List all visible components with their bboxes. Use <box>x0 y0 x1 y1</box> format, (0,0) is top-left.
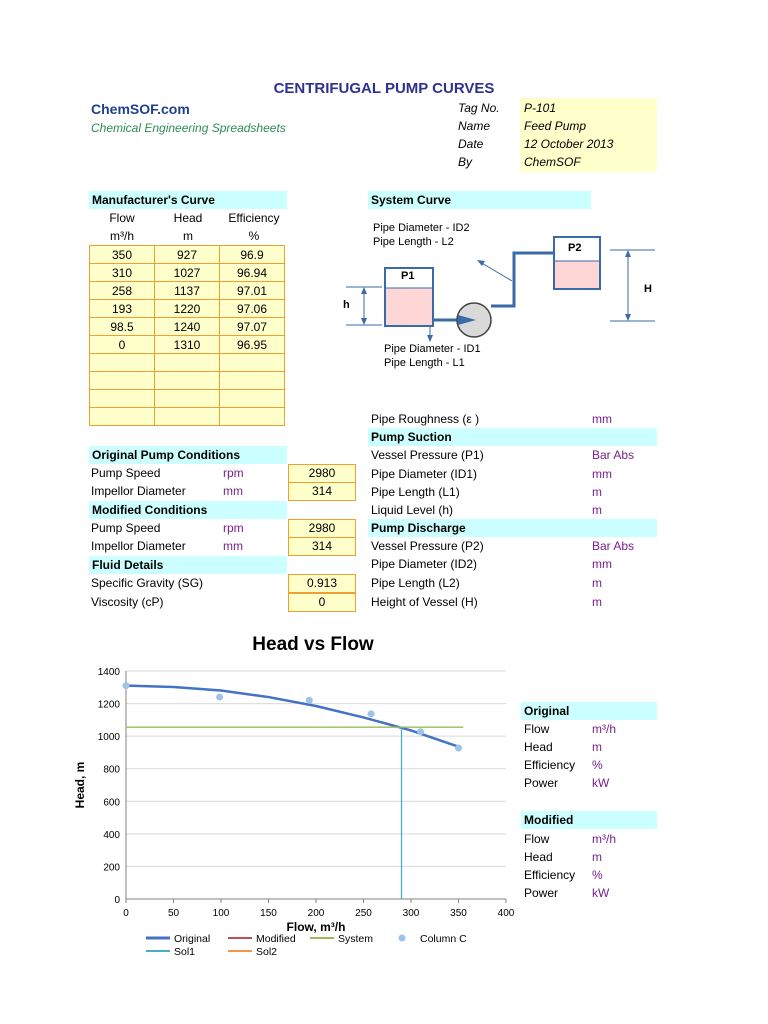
table-cell[interactable] <box>220 408 285 426</box>
page-title: CENTRIFUGAL PUMP CURVES <box>273 80 495 97</box>
table-cell[interactable] <box>220 354 285 372</box>
mod-impellor-input[interactable]: 314 <box>288 537 356 556</box>
orig-speed-input[interactable]: 2980 <box>288 464 356 483</box>
x-tick-label: 350 <box>450 908 467 919</box>
table-cell[interactable]: 1027 <box>155 264 220 282</box>
col-flow-name: Flow <box>109 211 135 225</box>
roughness-label: Pipe Roughness (ε ) <box>371 412 480 426</box>
res-mod-eff-label: Efficiency <box>524 868 576 882</box>
suction-id1-label: Pipe Diameter (ID1) <box>371 467 478 481</box>
sg-label: Specific Gravity (SG) <box>91 576 204 590</box>
discharge-H-unit: m <box>592 595 602 609</box>
table-row <box>90 282 285 300</box>
table-row <box>90 354 285 372</box>
suction-h-unit: m <box>592 503 602 517</box>
y-axis-label: Head, m <box>73 761 87 809</box>
table-cell[interactable]: 97.01 <box>220 282 285 300</box>
discharge-l2-label: Pipe Length (L2) <box>371 576 460 590</box>
legend-label: Sol1 <box>174 946 196 958</box>
discharge-id2-unit: mm <box>592 557 612 571</box>
x-tick-label: 250 <box>355 908 372 919</box>
brand-name: ChemSOF.com <box>91 101 190 117</box>
meta-value-name[interactable]: Feed Pump <box>524 119 587 133</box>
discharge-l2-unit: m <box>592 576 602 590</box>
x-tick-label: 0 <box>123 908 129 919</box>
x-tick-label: 200 <box>307 908 325 919</box>
suction-p1-unit: Bar Abs <box>592 448 635 462</box>
meta-value-date[interactable]: 12 October 2013 <box>524 137 614 151</box>
res-orig-flow-unit: m³/h <box>592 722 616 736</box>
manufacturer-curve-heading: Manufacturer's Curve <box>89 191 287 209</box>
res-mod-head-label: Head <box>524 850 553 864</box>
legend-marker <box>399 935 406 942</box>
x-tick-label: 300 <box>402 908 420 919</box>
system-curve-heading: System Curve <box>368 191 591 209</box>
table-cell[interactable]: 350 <box>90 246 155 264</box>
diagram-pipe-bot-1: Pipe Diameter - ID1 <box>384 343 481 355</box>
mod-speed-unit: rpm <box>223 521 244 535</box>
table-cell[interactable] <box>155 372 220 390</box>
x-tick-label: 50 <box>167 908 180 919</box>
table-cell[interactable]: 1220 <box>155 300 220 318</box>
meta-label-date: Date <box>458 137 484 151</box>
table-row <box>90 246 285 264</box>
mod-impellor-unit: mm <box>223 539 243 553</box>
pump-discharge-heading: Pump Discharge <box>368 519 657 537</box>
table-row <box>90 390 285 408</box>
res-mod-eff-unit: % <box>592 868 603 882</box>
legend-label: Column C <box>420 933 467 945</box>
table-cell[interactable]: 258 <box>90 282 155 300</box>
diagram-pipe-bot-2: Pipe Length - L1 <box>384 357 465 369</box>
table-cell[interactable]: 98.5 <box>90 318 155 336</box>
x-tick-label: 400 <box>497 908 515 919</box>
orig-impellor-label: Impellor Diameter <box>91 484 186 498</box>
table-cell[interactable] <box>155 408 220 426</box>
col-efficiency-unit: % <box>248 229 260 243</box>
table-cell[interactable] <box>155 354 220 372</box>
res-orig-power-unit: kW <box>592 776 610 790</box>
y-tick-label: 1400 <box>97 667 120 678</box>
scatter-point <box>216 694 223 701</box>
table-cell[interactable]: 96.94 <box>220 264 285 282</box>
legend-label: System <box>338 933 374 945</box>
table-cell[interactable]: 927 <box>155 246 220 264</box>
head-flow-chart <box>70 660 520 960</box>
table-cell[interactable]: 96.95 <box>220 336 285 354</box>
orig-speed-label: Pump Speed <box>91 466 161 480</box>
table-cell[interactable] <box>155 390 220 408</box>
col-flow-unit: m³/h <box>110 229 134 243</box>
table-cell[interactable] <box>220 372 285 390</box>
x-tick-label: 150 <box>260 908 277 919</box>
meta-value-by[interactable]: ChemSOF <box>524 155 581 169</box>
y-tick-label: 1200 <box>97 699 120 711</box>
table-cell[interactable] <box>90 408 155 426</box>
fluid-details-heading: Fluid Details <box>89 556 287 574</box>
label-H: H <box>644 283 652 295</box>
res-orig-eff-label: Efficiency <box>524 758 576 772</box>
brand-subtitle: Chemical Engineering Spreadsheets <box>91 121 286 135</box>
table-row <box>90 336 285 354</box>
table-cell[interactable]: 193 <box>90 300 155 318</box>
orig-impellor-input[interactable]: 314 <box>288 482 356 501</box>
viscosity-label: Viscosity (cP) <box>91 595 164 609</box>
discharge-p2-label: Vessel Pressure (P2) <box>371 539 484 553</box>
series-line-original <box>126 686 459 747</box>
meta-label-tag: Tag No. <box>458 101 500 115</box>
table-cell[interactable]: 310 <box>90 264 155 282</box>
system-diagram <box>330 215 670 375</box>
y-tick-label: 800 <box>103 764 120 776</box>
discharge-id2-label: Pipe Diameter (ID2) <box>371 557 478 571</box>
modified-conditions-heading: Modified Conditions <box>89 501 287 519</box>
table-cell[interactable]: 0 <box>90 336 155 354</box>
mod-speed-label: Pump Speed <box>91 521 161 535</box>
res-orig-power-label: Power <box>524 776 559 790</box>
x-tick-label: 100 <box>212 908 230 919</box>
roughness-unit: mm <box>592 412 612 426</box>
original-conditions-heading: Original Pump Conditions <box>89 446 287 464</box>
viscosity-input[interactable]: 0 <box>288 593 356 612</box>
results-modified-heading: Modified <box>521 811 657 829</box>
vessel-p1-liquid <box>386 288 432 325</box>
label-p2: P2 <box>568 242 582 254</box>
res-orig-head-label: Head <box>524 740 553 754</box>
table-cell[interactable]: 1240 <box>155 318 220 336</box>
table-cell[interactable]: 1310 <box>155 336 220 354</box>
chart-title: Head vs Flow <box>252 634 374 655</box>
meta-label-name: Name <box>458 119 491 133</box>
res-orig-head-unit: m <box>592 740 602 754</box>
suction-l1-unit: m <box>592 485 602 499</box>
suction-p1-label: Vessel Pressure (P1) <box>371 448 484 462</box>
col-head-name: Head <box>173 211 203 225</box>
table-cell[interactable]: 97.06 <box>220 300 285 318</box>
discharge-p2-unit: Bar Abs <box>592 539 635 553</box>
sg-input[interactable]: 0.913 <box>288 574 356 593</box>
table-row <box>90 318 285 336</box>
discharge-H-label: Height of Vessel (H) <box>371 595 478 609</box>
y-tick-label: 600 <box>103 797 120 809</box>
legend-label: Original <box>174 933 211 945</box>
col-efficiency-name: Efficiency <box>228 211 280 225</box>
x-axis-label: Flow, m³/h <box>286 920 346 934</box>
mod-impellor-label: Impellor Diameter <box>91 539 186 553</box>
table-cell[interactable] <box>90 372 155 390</box>
res-mod-power-label: Power <box>524 886 559 900</box>
mod-speed-input[interactable]: 2980 <box>288 519 356 538</box>
meta-value-tag[interactable]: P-101 <box>524 101 557 115</box>
scatter-point <box>455 745 462 752</box>
table-row <box>90 408 285 426</box>
table-cell[interactable] <box>220 390 285 408</box>
table-row <box>90 264 285 282</box>
res-orig-eff-unit: % <box>592 758 603 772</box>
res-mod-power-unit: kW <box>592 886 610 900</box>
scatter-point <box>123 682 130 689</box>
res-orig-flow-label: Flow <box>524 722 550 736</box>
table-cell[interactable]: 1137 <box>155 282 220 300</box>
table-row <box>90 300 285 318</box>
orig-speed-unit: rpm <box>223 466 244 480</box>
table-cell[interactable]: 97.07 <box>220 318 285 336</box>
scatter-point <box>368 710 375 717</box>
diagram-pipe-top-2: Pipe Length - L2 <box>373 236 454 248</box>
label-h: h <box>343 299 350 311</box>
legend-label: Modified <box>256 933 296 945</box>
label-p1: P1 <box>401 270 415 282</box>
suction-h-label: Liquid Level (h) <box>371 503 454 517</box>
suction-l1-label: Pipe Length (L1) <box>371 485 460 499</box>
pump-suction-heading: Pump Suction <box>368 428 657 446</box>
col-head-unit: m <box>183 229 193 243</box>
y-tick-label: 0 <box>114 895 120 906</box>
table-cell[interactable] <box>90 354 155 372</box>
y-tick-label: 200 <box>103 862 120 874</box>
suction-id1-unit: mm <box>592 467 612 481</box>
orig-impellor-unit: mm <box>223 484 243 498</box>
legend-label: Sol2 <box>256 946 278 958</box>
table-cell[interactable] <box>90 390 155 408</box>
y-tick-label: 400 <box>103 829 120 841</box>
meta-label-by: By <box>458 155 473 169</box>
table-cell[interactable]: 96.9 <box>220 246 285 264</box>
diagram-pipe-top-1: Pipe Diameter - ID2 <box>373 222 470 234</box>
y-tick-label: 1000 <box>97 732 120 744</box>
res-mod-flow-unit: m³/h <box>592 832 616 846</box>
table-row <box>90 372 285 390</box>
manufacturer-curve-table <box>89 245 285 426</box>
scatter-point <box>306 697 313 704</box>
results-original-heading: Original <box>521 702 657 720</box>
res-mod-head-unit: m <box>592 850 602 864</box>
scatter-point <box>417 728 424 735</box>
res-mod-flow-label: Flow <box>524 832 550 846</box>
vessel-p2-liquid <box>555 261 599 288</box>
